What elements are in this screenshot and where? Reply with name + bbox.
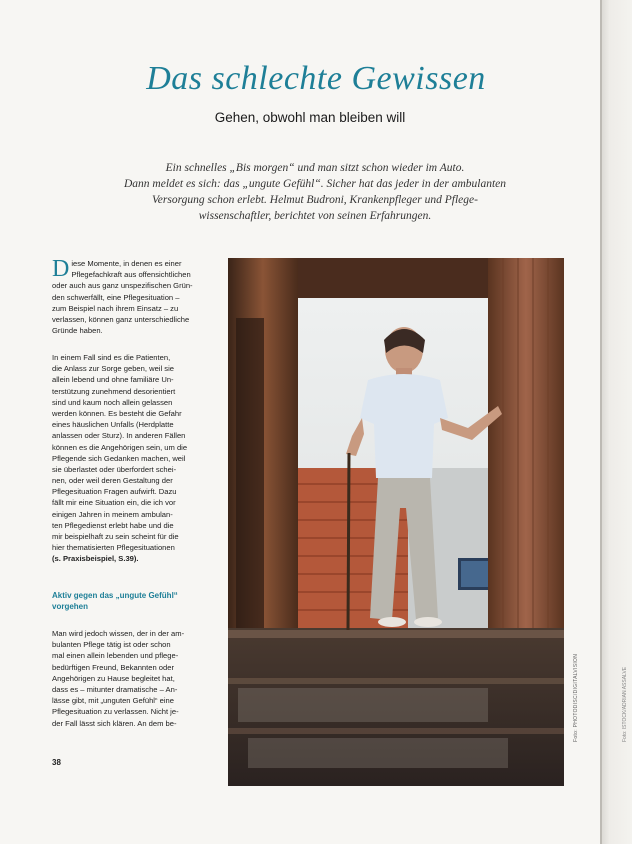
text-line: terstützung zunehmend desorientiert <box>52 386 176 396</box>
text-line: die Anlass zur Sorge geben, weil sie <box>52 364 174 374</box>
text-line: lässe gibt, mit „unguten Gefühl“ eine <box>52 696 174 706</box>
text-line: anlassen oder Sturz). In anderen Fällen <box>52 431 186 441</box>
text-line: sie überlastet oder überfordert schei- <box>52 464 177 474</box>
drop-cap: D <box>52 256 70 282</box>
text-line: fällt mir eine Situation ein, die ich vor <box>52 498 176 508</box>
text-line: ten Pflegedienst erlebt habe und die <box>52 520 174 530</box>
article-subtitle: Gehen, obwohl man bleiben will <box>214 110 406 125</box>
text-line: können es die Angehörigen sein, um die <box>52 442 188 452</box>
text-line: werden können. Es besteht die Gefahr <box>52 408 182 418</box>
text-line: mal einen allein lebenden und pflege- <box>52 651 179 661</box>
text-line: allein lebend und ohne familiäre Un- <box>52 375 174 385</box>
text-line: oder auch aus ganz unspezifischen Grün- <box>52 281 193 291</box>
text-line: nen, oder weil deren Gestaltung der <box>52 476 173 486</box>
text-line: Pflegesituation zu verlassen. Nicht je- <box>52 707 179 717</box>
text-line: der Fall lässt sich klären. An dem be- <box>52 718 177 728</box>
article-title: Das schlechte Gewissen <box>146 60 486 97</box>
text-line: den schwerfällt, eine Pflegesituation – <box>52 292 180 302</box>
section-heading <box>52 590 222 612</box>
paragraph-2 <box>52 352 222 565</box>
page-reference: (s. Praxisbeispiel, S.39). <box>52 554 139 564</box>
text-line: hier thematisierten Pflegesituationen <box>52 543 175 553</box>
intro-line: Ein schnelles „Bis morgen“ und man sitzt schon wieder im Auto. <box>165 162 465 174</box>
heading-line: Aktiv gegen das „ungute Gefühl“ <box>52 591 178 600</box>
text-line: einigen Jahren in meinem ambulan- <box>52 509 173 519</box>
adjacent-photo-credit: Foto: ISTOCK/ADRIAN ASSALVE <box>622 666 628 742</box>
text-line: In einem Fall sind es die Patienten, <box>52 353 171 362</box>
body-column-top <box>52 258 222 565</box>
text-line: verlassen, können ganz unterschiedliche <box>52 314 190 324</box>
text-line: bedürftigen Freund, Bekannten oder <box>52 662 175 672</box>
intro-line: Versorgung schon erlebt. Helmut Budroni, Krankenpfleger und Pflege- <box>152 194 478 206</box>
elderly-woman-with-cane-photo <box>228 258 564 786</box>
page-number: 38 <box>52 758 61 767</box>
photo-illustration <box>228 258 564 786</box>
body-column-bottom <box>52 628 222 729</box>
article-intro <box>80 160 550 224</box>
text-line: Gründe haben. <box>52 326 103 336</box>
photo-credit: Foto: PHOTODISC/DIGITALVISION <box>573 653 579 742</box>
page-rim <box>600 0 602 844</box>
text-line: Pflegende sich Gedanken machen, weil <box>52 453 186 463</box>
text-line: zum Beispiel nach ihrem Einsatz – zu <box>52 303 179 313</box>
text-line: iese Momente, in denen es einer <box>71 259 182 268</box>
text-line: Angehörigen zu Hause begleitet hat, <box>52 673 175 683</box>
text-line: bulanten Pflege tätig ist oder schon <box>52 640 171 650</box>
text-line: Man wird jedoch wissen, der in der am- <box>52 629 185 638</box>
text-line: dass es – mitunter dramatische – An- <box>52 684 178 694</box>
text-line: eines häuslichen Unfalls (Herdplatte <box>52 420 174 430</box>
paragraph-1 <box>52 258 222 352</box>
intro-line: wissenschaftler, berichtet von seinen Erfahrungen. <box>198 210 432 222</box>
text-line: Pflegefachkraft aus offensichtlichen <box>71 270 191 280</box>
text-line: sind und kaum noch allein gelassen <box>52 397 173 407</box>
heading-line: vorgehen <box>52 602 89 611</box>
text-line: mir beispielhaft zu sein scheint für die <box>52 532 179 541</box>
intro-line: Dann meldet es sich: das „ungute Gefühl“. Sicher hat das jeder in der ambulanten <box>123 178 506 190</box>
text-line: Pflegesituation Fragen aufwirft. Dazu <box>52 487 177 497</box>
